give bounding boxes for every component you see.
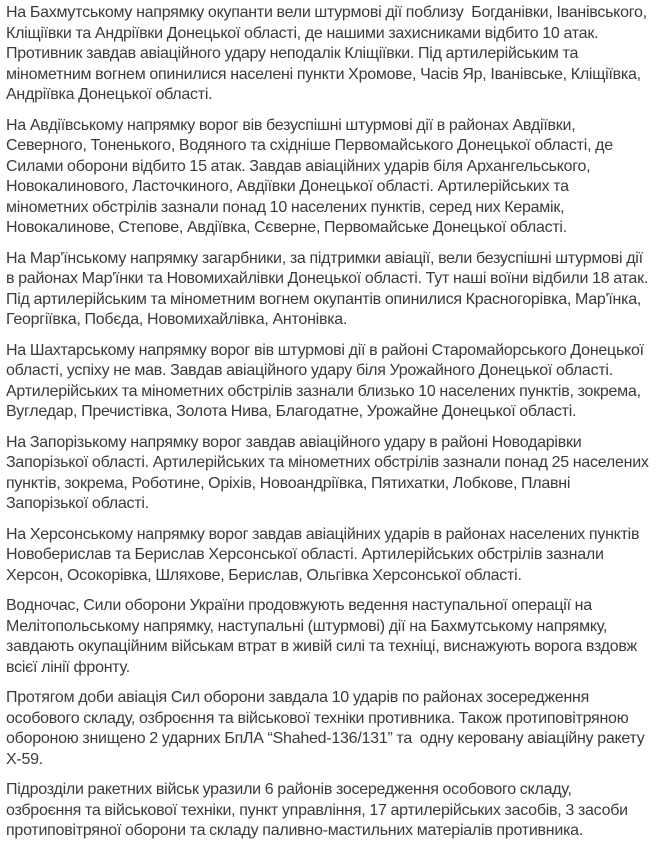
paragraph-kherson-direction: На Херсонському напрямку ворог завдав авіаційних ударів в районах населених пунктів Новоберислав та Берислав Херсонської області. Артилерійських обстрілів зазнали Херсон, Осокорівка, Шляхове, Берислав, Ольгівка Херсонської області.	[6, 525, 644, 584]
paragraph-offensive-operations: Водночас, Сили оборони України продовжують ведення наступальної операції на Мелітопольському напрямку, наступальні (штурмові) дії на Бахмутському напрямку, завдають окупаційним військам втрат в живій силі та техніці, виснажують ворога вздовж всієї лінії фронту.	[6, 597, 641, 676]
paragraph-zaporizhzhia-direction: На Запорізькому напрямку ворог завдав авіаційного удару в районі Новодарівки Запорізької області. Артилерійських та мінометних обстрілів зазнали понад 25 населених пунктів, зокрема, Роботине, Оріхів, Новоандріївка, Пятихатки, Лобкове, Плавні Запорізької області.	[6, 433, 653, 512]
paragraph-shakhtarsk-direction: На Шахтарському напрямку ворог вів штурмові дії в районі Старомайорського Донецької області, успіху не мав. Завдав авіаційного удару біля Урожайного Донецької області. Артилерійських та мінометних обстрілів зазнали близько 10 населених пунктів, зокрема, Вугледар, Пречистівка, Золота Нива, Благодатне, Урожайне Донецької області.	[6, 341, 648, 420]
paragraph-aviation-strikes: Протягом доби авіація Сил оборони завдала 10 ударів по районах зосередження особового складу, озброєння та військової техніки противника. Також протиповітряною обороною знищено 2 ударних БпЛА “Shahed-136/131” та одну керовану авіаційну ракету Х-59.	[6, 689, 649, 768]
paragraph-avdiivka-direction: На Авдіївському напрямку ворог вів безуспішні штурмові дії в районах Авдіївки, Северного, Тоненького, Водяного та східніше Первомайського Донецької області, де Силами оборони відбито 15 атак. Завдав авіаційних ударів біля Архангельського, Новокалинового, Ласточкиного, Авдіївки Донецької області. Артилерійських та мінометних обстрілів зазнали понад 10 населених пунктів, серед них Керамік, Новокалинове, Степове, Авдіївка, Сєверне, Первомайське Донецької області.	[6, 116, 617, 236]
paragraph-missile-forces: Підрозділи ракетних військ уразили 6 районів зосередження особового складу, озброєння та військової техніки, пункт управління, 17 артилерійських засобів, 3 засоби протиповітряної оборони та складу паливно-мастильних матеріалів противника.	[6, 781, 632, 839]
paragraph-bakhmut-direction: На Бахмутському напрямку окупанти вели штурмові дії поблизу Богданівки, Іванівського, Кліщіївки та Андріївки Донецької області, де нашими захисниками відбито 10 атак. Противник завдав авіаційного удару неподалік Кліщіївки. Під артилерійським та мінометним вогнем опинилися населені пункти Хромове, Часів Яр, Іванівське, Кліщіївка, Андріївка Донецької області.	[6, 4, 651, 103]
paragraph-marinka-direction: На Мар'їнському напрямку загарбники, за підтримки авіації, вели безуспішні штурмові дії в районах Мар'їнки та Новомихайлівки Донецької області. Тут наші воїни відбили 18 атак. Під артилерійським та мінометним вогнем окупантів опинилися Красногорівка, Мар'їнка, Георгіївка, Побєда, Новомихайлівка, Антонівка.	[6, 249, 652, 328]
